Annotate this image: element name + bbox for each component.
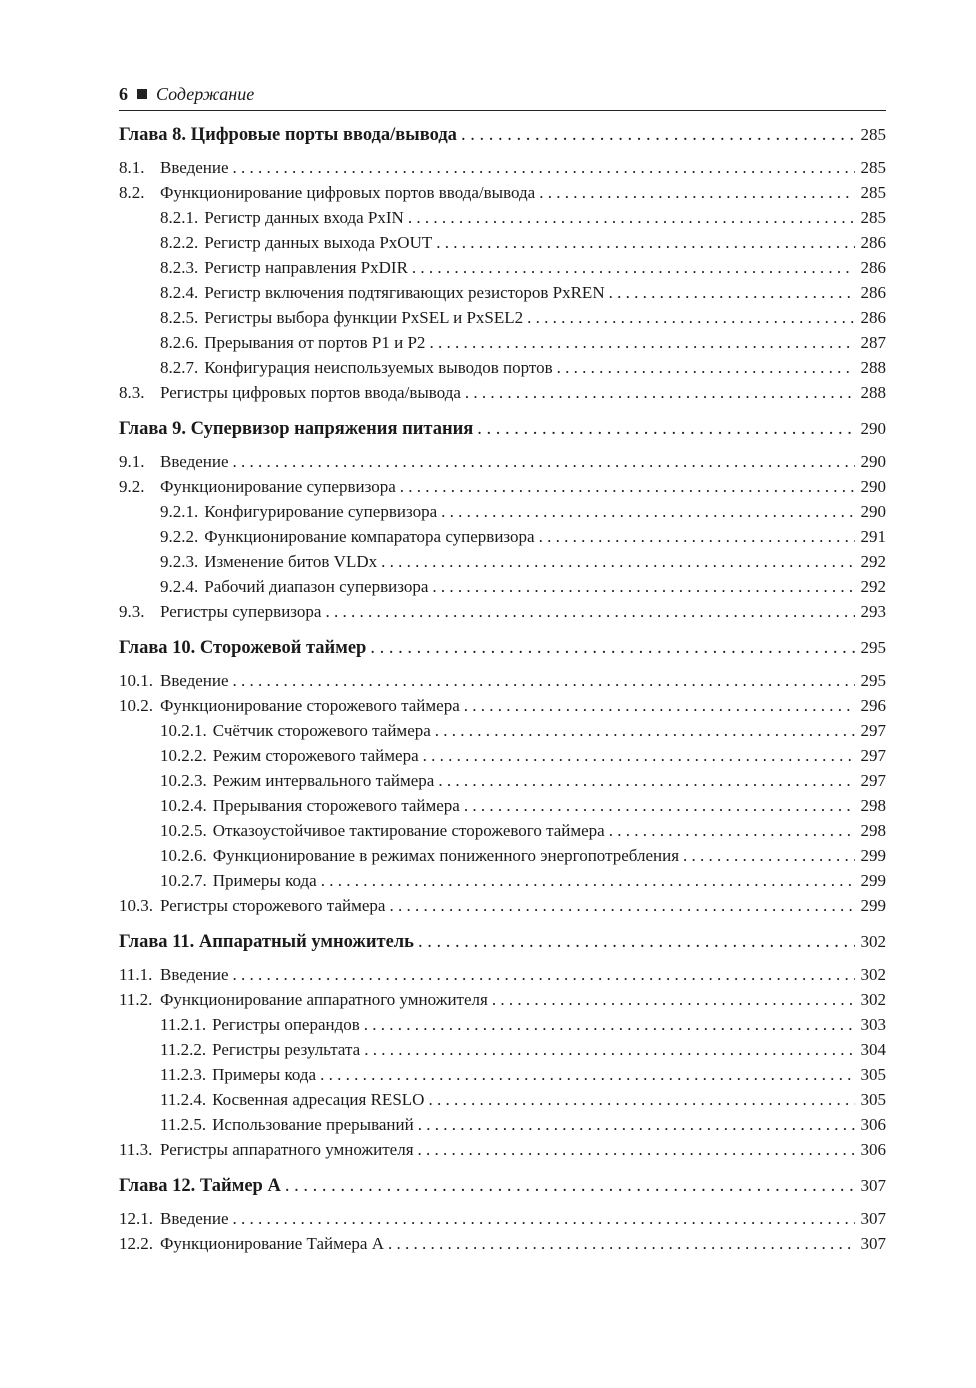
toc-page-number: 295 [860, 638, 886, 657]
toc-entry-title: Регистры результата [212, 1040, 361, 1059]
toc-entry-heading [119, 549, 377, 574]
dot-leader [492, 987, 855, 1012]
toc-entry-number: 10.2.4. [160, 796, 207, 815]
toc-entry-number: 10.2.5. [160, 821, 207, 840]
toc-section-entry[interactable] [119, 987, 886, 1012]
toc-entry-title: Регистры цифровых портов ввода/вывода [160, 383, 461, 402]
toc-subsection-entry[interactable] [119, 843, 886, 868]
toc-page-number: 288 [860, 383, 886, 402]
toc-entry-title: Счётчик сторожевого таймера [212, 721, 431, 740]
dot-leader [436, 230, 854, 255]
toc-entry-title: Функционирование цифровых портов ввода/вывода [160, 183, 536, 202]
toc-entry-number: 11.2. [119, 990, 153, 1009]
page [119, 78, 886, 1256]
toc-subsection-entry[interactable] [119, 1012, 886, 1037]
toc-entry-title: Режим сторожевого таймера [212, 746, 419, 765]
dot-leader [435, 718, 855, 743]
toc-entry-title: Глава 8. Цифровые порты ввода/вывода [119, 125, 457, 145]
toc-entry-heading [119, 155, 229, 180]
toc-entry-heading [119, 280, 605, 305]
toc-entry-title: Косвенная адресация RESLO [212, 1090, 425, 1109]
toc-entry-number: 9.2.3. [160, 552, 199, 571]
toc-entry-title: Введение [160, 1209, 229, 1228]
toc-subsection-entry[interactable] [119, 255, 886, 280]
dot-leader [285, 1173, 855, 1199]
toc-entry-title: Примеры кода [212, 871, 317, 890]
toc-entry-heading [119, 305, 523, 330]
dot-leader [432, 574, 854, 599]
toc-page-number: 288 [860, 358, 886, 377]
toc-entry-title: Регистры супервизора [160, 602, 322, 621]
toc-page-number: 296 [860, 696, 886, 715]
toc-entry-title: Глава 10. Сторожевой таймер [119, 638, 367, 658]
toc-entry-title: Функционирование сторожевого таймера [160, 696, 460, 715]
dot-leader [539, 524, 855, 549]
toc-entry-title: Конфигурирование супервизора [204, 502, 438, 521]
toc-page-number: 305 [860, 1090, 886, 1109]
toc-chapter-entry[interactable] [119, 634, 886, 661]
dot-leader [609, 280, 855, 305]
toc-section-entry[interactable] [119, 1137, 886, 1162]
dot-leader [388, 1231, 855, 1256]
toc-entry-number: 8.2.6. [160, 333, 199, 352]
toc-page-number: 298 [860, 796, 886, 815]
toc-page-number: 299 [860, 871, 886, 890]
toc-page-number: 285 [860, 183, 886, 202]
toc-section-entry[interactable] [119, 1206, 886, 1231]
toc-entry-heading [119, 929, 414, 955]
toc-page-number: 286 [860, 233, 886, 252]
toc-entry-title: Режим интервального таймера [212, 771, 435, 790]
toc-entry-heading [119, 1062, 316, 1087]
toc-entry-heading [119, 205, 404, 230]
toc-subsection-entry[interactable] [119, 280, 886, 305]
toc-entry-heading [119, 818, 605, 843]
toc-entry-title: Регистр данных выхода PxOUT [204, 233, 433, 252]
toc-entry-heading [119, 330, 425, 355]
toc-entry-heading [119, 1112, 414, 1137]
toc-entry-title: Регистры операндов [212, 1015, 360, 1034]
toc-entry-title: Примеры кода [212, 1065, 317, 1084]
toc-entry-number: 8.3. [119, 383, 145, 402]
toc-entry-number: 10.3. [119, 896, 153, 915]
toc-subsection-entry[interactable] [119, 868, 886, 893]
toc-entry-number: 8.2.4. [160, 283, 199, 302]
dot-leader [557, 355, 855, 380]
toc-page-number: 286 [860, 283, 886, 302]
toc-page-number: 299 [860, 896, 886, 915]
toc-subsection-entry[interactable] [119, 768, 886, 793]
toc-entry-title: Функционирование в режимах пониженного энергопотребления [212, 846, 680, 865]
toc-section-entry[interactable] [119, 155, 886, 180]
toc-entry-number: 8.2.5. [160, 308, 199, 327]
toc-page-number: 307 [860, 1209, 886, 1228]
toc-section-entry[interactable] [119, 599, 886, 624]
toc-entry-heading [119, 524, 535, 549]
toc-subsection-entry[interactable] [119, 499, 886, 524]
dot-leader [428, 1087, 854, 1112]
dot-leader [464, 693, 855, 718]
toc-page-number: 290 [860, 502, 886, 521]
dot-leader [320, 1062, 854, 1087]
toc-entry-heading [119, 1231, 384, 1256]
toc-entry-title: Регистр направления PxDIR [204, 258, 408, 277]
toc-chapter-entry[interactable] [119, 1172, 886, 1199]
toc-entry-number: 11.1. [119, 965, 153, 984]
toc-entry-title: Функционирование компаратора супервизора [204, 527, 535, 546]
toc-entry-number: 8.1. [119, 158, 145, 177]
toc-entry-title: Регистр включения подтягивающих резисторов PxREN [204, 283, 605, 302]
toc-subsection-entry[interactable] [119, 718, 886, 743]
toc-entry-heading [119, 843, 679, 868]
toc-entry-number: 9.2. [119, 477, 145, 496]
toc-section-entry[interactable] [119, 474, 886, 499]
table-of-contents [119, 121, 886, 1256]
toc-page-number: 286 [860, 308, 886, 327]
toc-subsection-entry[interactable] [119, 330, 886, 355]
dot-leader [400, 474, 855, 499]
toc-entry-title: Глава 12. Таймер А [119, 1176, 281, 1196]
dot-leader [418, 1137, 855, 1162]
toc-page-number: 290 [860, 477, 886, 496]
toc-subsection-entry[interactable] [119, 524, 886, 549]
toc-entry-number: 11.3. [119, 1140, 153, 1159]
toc-entry-heading [119, 793, 460, 818]
toc-page-number: 307 [860, 1176, 886, 1195]
toc-entry-heading [119, 1012, 360, 1037]
toc-entry-title: Глава 11. Аппаратный умножитель [119, 932, 414, 952]
toc-entry-heading [119, 230, 432, 255]
dot-leader [461, 122, 855, 148]
toc-subsection-entry[interactable] [119, 1062, 886, 1087]
toc-entry-number: 8.2. [119, 183, 145, 202]
toc-entry-title: Регистры сторожевого таймера [160, 896, 386, 915]
dot-leader [233, 155, 855, 180]
toc-page-number: 307 [860, 1234, 886, 1253]
toc-entry-title: Введение [160, 965, 229, 984]
toc-entry-title: Отказоустойчивое тактирование сторожевого таймера [212, 821, 605, 840]
dot-leader [408, 205, 855, 230]
toc-section-entry[interactable] [119, 693, 886, 718]
dot-leader [477, 416, 854, 442]
toc-page-number: 292 [860, 577, 886, 596]
toc-page-number: 306 [860, 1115, 886, 1134]
toc-entry-number: 10.2.1. [160, 721, 207, 740]
dot-leader [683, 843, 854, 868]
toc-entry-heading [119, 574, 428, 599]
toc-page-number: 298 [860, 821, 886, 840]
toc-page-number: 297 [860, 746, 886, 765]
toc-entry-title: Регистр данных входа PxIN [204, 208, 404, 227]
toc-entry-title: Прерывания от портов P1 и P2 [204, 333, 426, 352]
toc-entry-number: 12.2. [119, 1234, 153, 1253]
toc-entry-title: Регистры выбора функции PxSEL и PxSEL2 [204, 308, 524, 327]
dot-leader [418, 1112, 855, 1137]
dot-leader [389, 893, 854, 918]
toc-entry-title: Функционирование супервизора [160, 477, 396, 496]
toc-page-number: 305 [860, 1065, 886, 1084]
toc-page-number: 290 [860, 419, 886, 438]
toc-entry-title: Введение [160, 158, 229, 177]
toc-entry-number: 9.2.4. [160, 577, 199, 596]
toc-section-entry[interactable] [119, 380, 886, 405]
dot-leader [233, 449, 855, 474]
square-bullet-icon [137, 89, 147, 99]
toc-page-number: 302 [860, 965, 886, 984]
toc-entry-number: 8.2.3. [160, 258, 199, 277]
dot-leader [233, 668, 855, 693]
toc-entry-heading [119, 693, 460, 718]
toc-subsection-entry[interactable] [119, 355, 886, 380]
running-header-title: Содержание [156, 83, 255, 104]
toc-entry-title: Прерывания сторожевого таймера [212, 796, 460, 815]
toc-entry-heading [119, 635, 366, 661]
dot-leader [527, 305, 854, 330]
toc-section-entry[interactable] [119, 668, 886, 693]
toc-entry-number: 10.2.2. [160, 746, 207, 765]
toc-entry-heading [119, 743, 419, 768]
toc-page-number: 297 [860, 721, 886, 740]
toc-entry-number: 9.1. [119, 452, 145, 471]
dot-leader [465, 380, 855, 405]
toc-entry-title: Рабочий диапазон супервизора [204, 577, 429, 596]
toc-entry-heading [119, 599, 321, 624]
toc-page-number: 302 [860, 932, 886, 951]
toc-entry-title: Изменение битов VLDx [204, 552, 378, 571]
toc-entry-heading [119, 416, 473, 442]
toc-entry-number: 10.2.7. [160, 871, 207, 890]
toc-entry-heading [119, 668, 229, 693]
toc-subsection-entry[interactable] [119, 1087, 886, 1112]
toc-entry-heading [119, 355, 553, 380]
toc-entry-number: 11.2.3. [160, 1065, 207, 1084]
toc-entry-heading [119, 122, 457, 148]
toc-entry-number: 11.2.2. [160, 1040, 207, 1059]
toc-subsection-entry[interactable] [119, 818, 886, 843]
toc-subsection-entry[interactable] [119, 205, 886, 230]
toc-entry-number: 11.2.4. [160, 1090, 207, 1109]
dot-leader [325, 599, 854, 624]
toc-entry-title: Введение [160, 671, 229, 690]
toc-entry-number: 9.2.2. [160, 527, 199, 546]
toc-entry-heading [119, 1137, 414, 1162]
toc-subsection-entry[interactable] [119, 549, 886, 574]
toc-entry-heading [119, 380, 461, 405]
toc-entry-heading [119, 1173, 281, 1199]
dot-leader [438, 768, 854, 793]
toc-entry-heading [119, 868, 317, 893]
toc-entry-title: Функционирование Таймера А [160, 1234, 384, 1253]
toc-page-number: 285 [860, 125, 886, 144]
toc-entry-number: 12.1. [119, 1209, 153, 1228]
toc-page-number: 304 [860, 1040, 886, 1059]
toc-entry-title: Использование прерываний [212, 1115, 414, 1134]
dot-leader [233, 962, 855, 987]
dot-leader [381, 549, 854, 574]
toc-section-entry[interactable] [119, 962, 886, 987]
toc-entry-heading [119, 718, 431, 743]
toc-entry-number: 8.2.1. [160, 208, 199, 227]
toc-entry-heading [119, 1087, 424, 1112]
toc-section-entry[interactable] [119, 449, 886, 474]
toc-entry-number: 10.2. [119, 696, 153, 715]
toc-entry-title: Введение [160, 452, 229, 471]
dot-leader [364, 1012, 855, 1037]
toc-entry-heading [119, 180, 535, 205]
toc-entry-number: 8.2.2. [160, 233, 199, 252]
dot-leader [412, 255, 855, 280]
toc-entry-number: 8.2.7. [160, 358, 199, 377]
toc-page-number: 292 [860, 552, 886, 571]
toc-entry-number: 9.2.1. [160, 502, 199, 521]
toc-subsection-entry[interactable] [119, 230, 886, 255]
toc-entry-heading [119, 499, 437, 524]
toc-page-number: 306 [860, 1140, 886, 1159]
toc-entry-title: Регистры аппаратного умножителя [160, 1140, 414, 1159]
toc-section-entry[interactable] [119, 1231, 886, 1256]
toc-page-number: 297 [860, 771, 886, 790]
toc-subsection-entry[interactable] [119, 793, 886, 818]
toc-subsection-entry[interactable] [119, 743, 886, 768]
toc-page-number: 303 [860, 1015, 886, 1034]
toc-page-number: 285 [860, 208, 886, 227]
dot-leader [539, 180, 854, 205]
dot-leader [233, 1206, 855, 1231]
toc-entry-heading [119, 474, 396, 499]
toc-page-number: 285 [860, 158, 886, 177]
dot-leader [464, 793, 855, 818]
toc-page-number: 291 [860, 527, 886, 546]
toc-entry-number: 10.2.6. [160, 846, 207, 865]
toc-section-entry[interactable] [119, 180, 886, 205]
page-number: 6 [119, 83, 128, 104]
toc-chapter-entry[interactable] [119, 121, 886, 148]
toc-entry-title: Функционирование аппаратного умножителя [160, 990, 488, 1009]
toc-page-number: 290 [860, 452, 886, 471]
dot-leader [423, 743, 855, 768]
toc-entry-number: 11.2.1. [160, 1015, 207, 1034]
toc-entry-heading [119, 962, 229, 987]
toc-entry-heading [119, 1037, 360, 1062]
toc-entry-number: 10.1. [119, 671, 153, 690]
toc-page-number: 287 [860, 333, 886, 352]
toc-page-number: 295 [860, 671, 886, 690]
toc-entry-heading [119, 1206, 229, 1231]
toc-entry-number: 11.2.5. [160, 1115, 207, 1134]
toc-entry-heading [119, 255, 408, 280]
dot-leader [429, 330, 854, 355]
toc-chapter-entry[interactable] [119, 415, 886, 442]
toc-subsection-entry[interactable] [119, 1112, 886, 1137]
toc-entry-number: 10.2.3. [160, 771, 207, 790]
toc-page-number: 302 [860, 990, 886, 1009]
toc-page-number: 299 [860, 846, 886, 865]
toc-section-entry[interactable] [119, 893, 886, 918]
running-header [119, 78, 886, 111]
toc-entry-title: Глава 9. Супервизор напряжения питания [119, 419, 474, 439]
toc-subsection-entry[interactable] [119, 1037, 886, 1062]
dot-leader [321, 868, 855, 893]
toc-entry-title: Конфигурация неиспользуемых выводов портов [204, 358, 553, 377]
toc-entry-heading [119, 893, 385, 918]
dot-leader [364, 1037, 854, 1062]
toc-chapter-entry[interactable] [119, 928, 886, 955]
dot-leader [418, 929, 855, 955]
dot-leader [441, 499, 854, 524]
toc-entry-number: 9.3. [119, 602, 145, 621]
toc-subsection-entry[interactable] [119, 305, 886, 330]
toc-entry-heading [119, 768, 434, 793]
dot-leader [370, 635, 854, 661]
toc-entry-heading [119, 987, 488, 1012]
toc-subsection-entry[interactable] [119, 574, 886, 599]
toc-page-number: 293 [860, 602, 886, 621]
dot-leader [609, 818, 855, 843]
toc-page-number: 286 [860, 258, 886, 277]
toc-entry-heading [119, 449, 229, 474]
